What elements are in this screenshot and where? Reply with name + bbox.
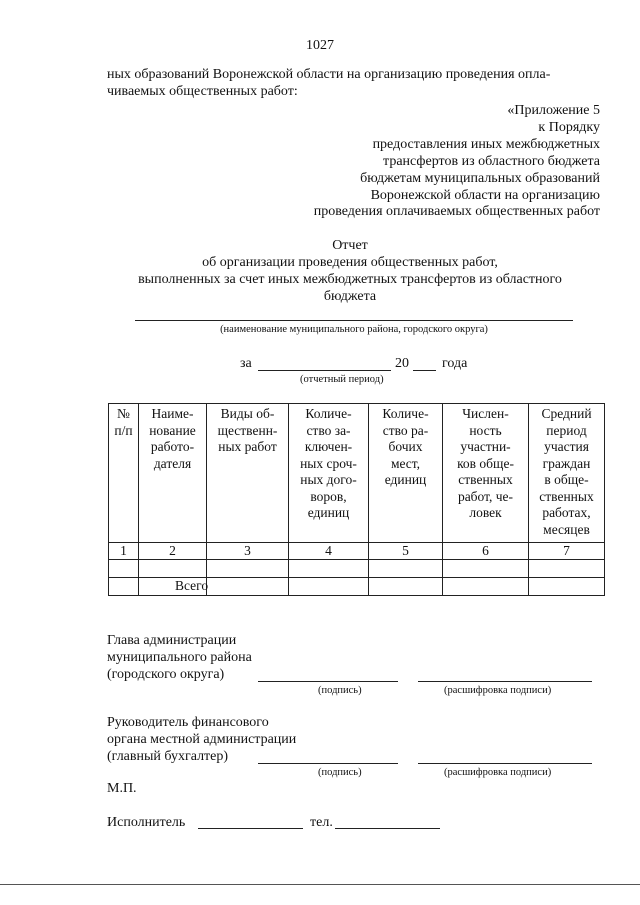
period-line[interactable] xyxy=(258,370,391,371)
table-cell[interactable] xyxy=(109,560,139,578)
table-cell[interactable] xyxy=(529,578,605,596)
head-title-line-2: муниципального района xyxy=(107,650,252,665)
district-name-line[interactable] xyxy=(135,320,573,321)
intro-line-2: чиваемых общественных работ: xyxy=(107,84,298,99)
finance-signature-line[interactable] xyxy=(258,763,398,764)
table-header-col-5: Количе- ство ра- бочих мест, единиц xyxy=(369,404,443,543)
report-subtitle-2: выполненных за счет иных межбюджетных трансфертов из областного xyxy=(138,272,562,287)
table-col-number: 1 xyxy=(109,543,139,560)
table-cell[interactable] xyxy=(207,560,289,578)
bottom-rule xyxy=(0,884,640,885)
head-title-line-3: (городского округа) xyxy=(107,667,225,682)
table-col-number: 4 xyxy=(289,543,369,560)
report-table xyxy=(108,403,605,596)
table-header-row xyxy=(109,404,605,543)
executor-line[interactable] xyxy=(198,828,303,829)
report-title: Отчет xyxy=(332,238,368,253)
finance-decoding-line[interactable] xyxy=(418,763,592,764)
table-cell xyxy=(109,578,139,596)
head-decoding-caption: (расшифровка подписи) xyxy=(444,685,552,696)
table-cell[interactable] xyxy=(139,560,207,578)
appendix-line-4: трансфертов из областного бюджета xyxy=(383,154,600,169)
table-col-number: 3 xyxy=(207,543,289,560)
table-header-col-4: Количе- ство за- ключен- ных сроч- ных дого- воров, единиц xyxy=(289,404,369,543)
appendix-line-6: Воронежской области на организацию xyxy=(370,188,600,203)
report-subtitle-3: бюджета xyxy=(323,289,377,304)
period-prefix: за xyxy=(240,356,252,371)
appendix-line-2: к Порядку xyxy=(538,120,600,135)
appendix-line-3: предоставления иных межбюджетных xyxy=(372,137,600,152)
head-signature-caption: (подпись) xyxy=(318,685,362,696)
phone-label: тел. xyxy=(310,815,333,830)
table-header-col-3: Виды об- щественн- ных работ xyxy=(207,404,289,543)
page-number: 1027 xyxy=(306,38,334,53)
table-cell[interactable] xyxy=(289,560,369,578)
table-header-col-2: Наиме- нование работо- дателя xyxy=(139,404,207,543)
table-header-col-7: Средний период участия граждан в обще- ственных работах, месяцев xyxy=(529,404,605,543)
table-col-number: 2 xyxy=(139,543,207,560)
table-header-col-1: № п/п xyxy=(109,404,139,543)
table-cell[interactable] xyxy=(443,560,529,578)
table-total-label: Всего xyxy=(139,578,207,596)
period-caption: (отчетный период) xyxy=(300,374,384,385)
finance-title-line-1: Руководитель финансового xyxy=(107,715,269,730)
head-signature-line[interactable] xyxy=(258,681,398,682)
table-total-row xyxy=(109,578,605,596)
table-col-number: 5 xyxy=(369,543,443,560)
report-subtitle-1: об организации проведения общественных работ, xyxy=(202,255,498,270)
table-cell[interactable] xyxy=(369,578,443,596)
head-title-line-1: Глава администрации xyxy=(107,633,237,648)
table-col-number: 7 xyxy=(529,543,605,560)
table-cell[interactable] xyxy=(369,560,443,578)
finance-title-line-3: (главный бухгалтер) xyxy=(107,749,229,764)
head-decoding-line[interactable] xyxy=(418,681,592,682)
appendix-line-1: «Приложение 5 xyxy=(507,103,600,118)
table-header-col-6: Числен- ность участни- ков обще- ственных работ, че- ловек xyxy=(443,404,529,543)
table-cell[interactable] xyxy=(443,578,529,596)
finance-decoding-caption: (расшифровка подписи) xyxy=(444,767,552,778)
table-row xyxy=(109,560,605,578)
table-column-numbers-row xyxy=(109,543,605,560)
appendix-line-7: проведения оплачиваемых общественных работ xyxy=(313,204,600,219)
appendix-line-5: бюджетам муниципальных образований xyxy=(360,171,600,186)
table-cell[interactable] xyxy=(289,578,369,596)
table-col-number: 6 xyxy=(443,543,529,560)
finance-title-line-2: органа местной администрации xyxy=(107,732,297,747)
phone-line[interactable] xyxy=(335,828,440,829)
finance-signature-caption: (подпись) xyxy=(318,767,362,778)
table-cell[interactable] xyxy=(529,560,605,578)
period-suffix: года xyxy=(442,356,468,371)
period-year-line[interactable] xyxy=(413,370,436,371)
stamp-place: М.П. xyxy=(107,781,137,796)
table-cell[interactable] xyxy=(207,578,289,596)
intro-line-1: ных образований Воронежской области на организацию проведения опла- xyxy=(107,67,551,82)
district-caption: (наименование муниципального района, городского округа) xyxy=(220,324,488,335)
period-year-prefix: 20 xyxy=(395,356,409,371)
executor-label: Исполнитель xyxy=(107,815,186,830)
